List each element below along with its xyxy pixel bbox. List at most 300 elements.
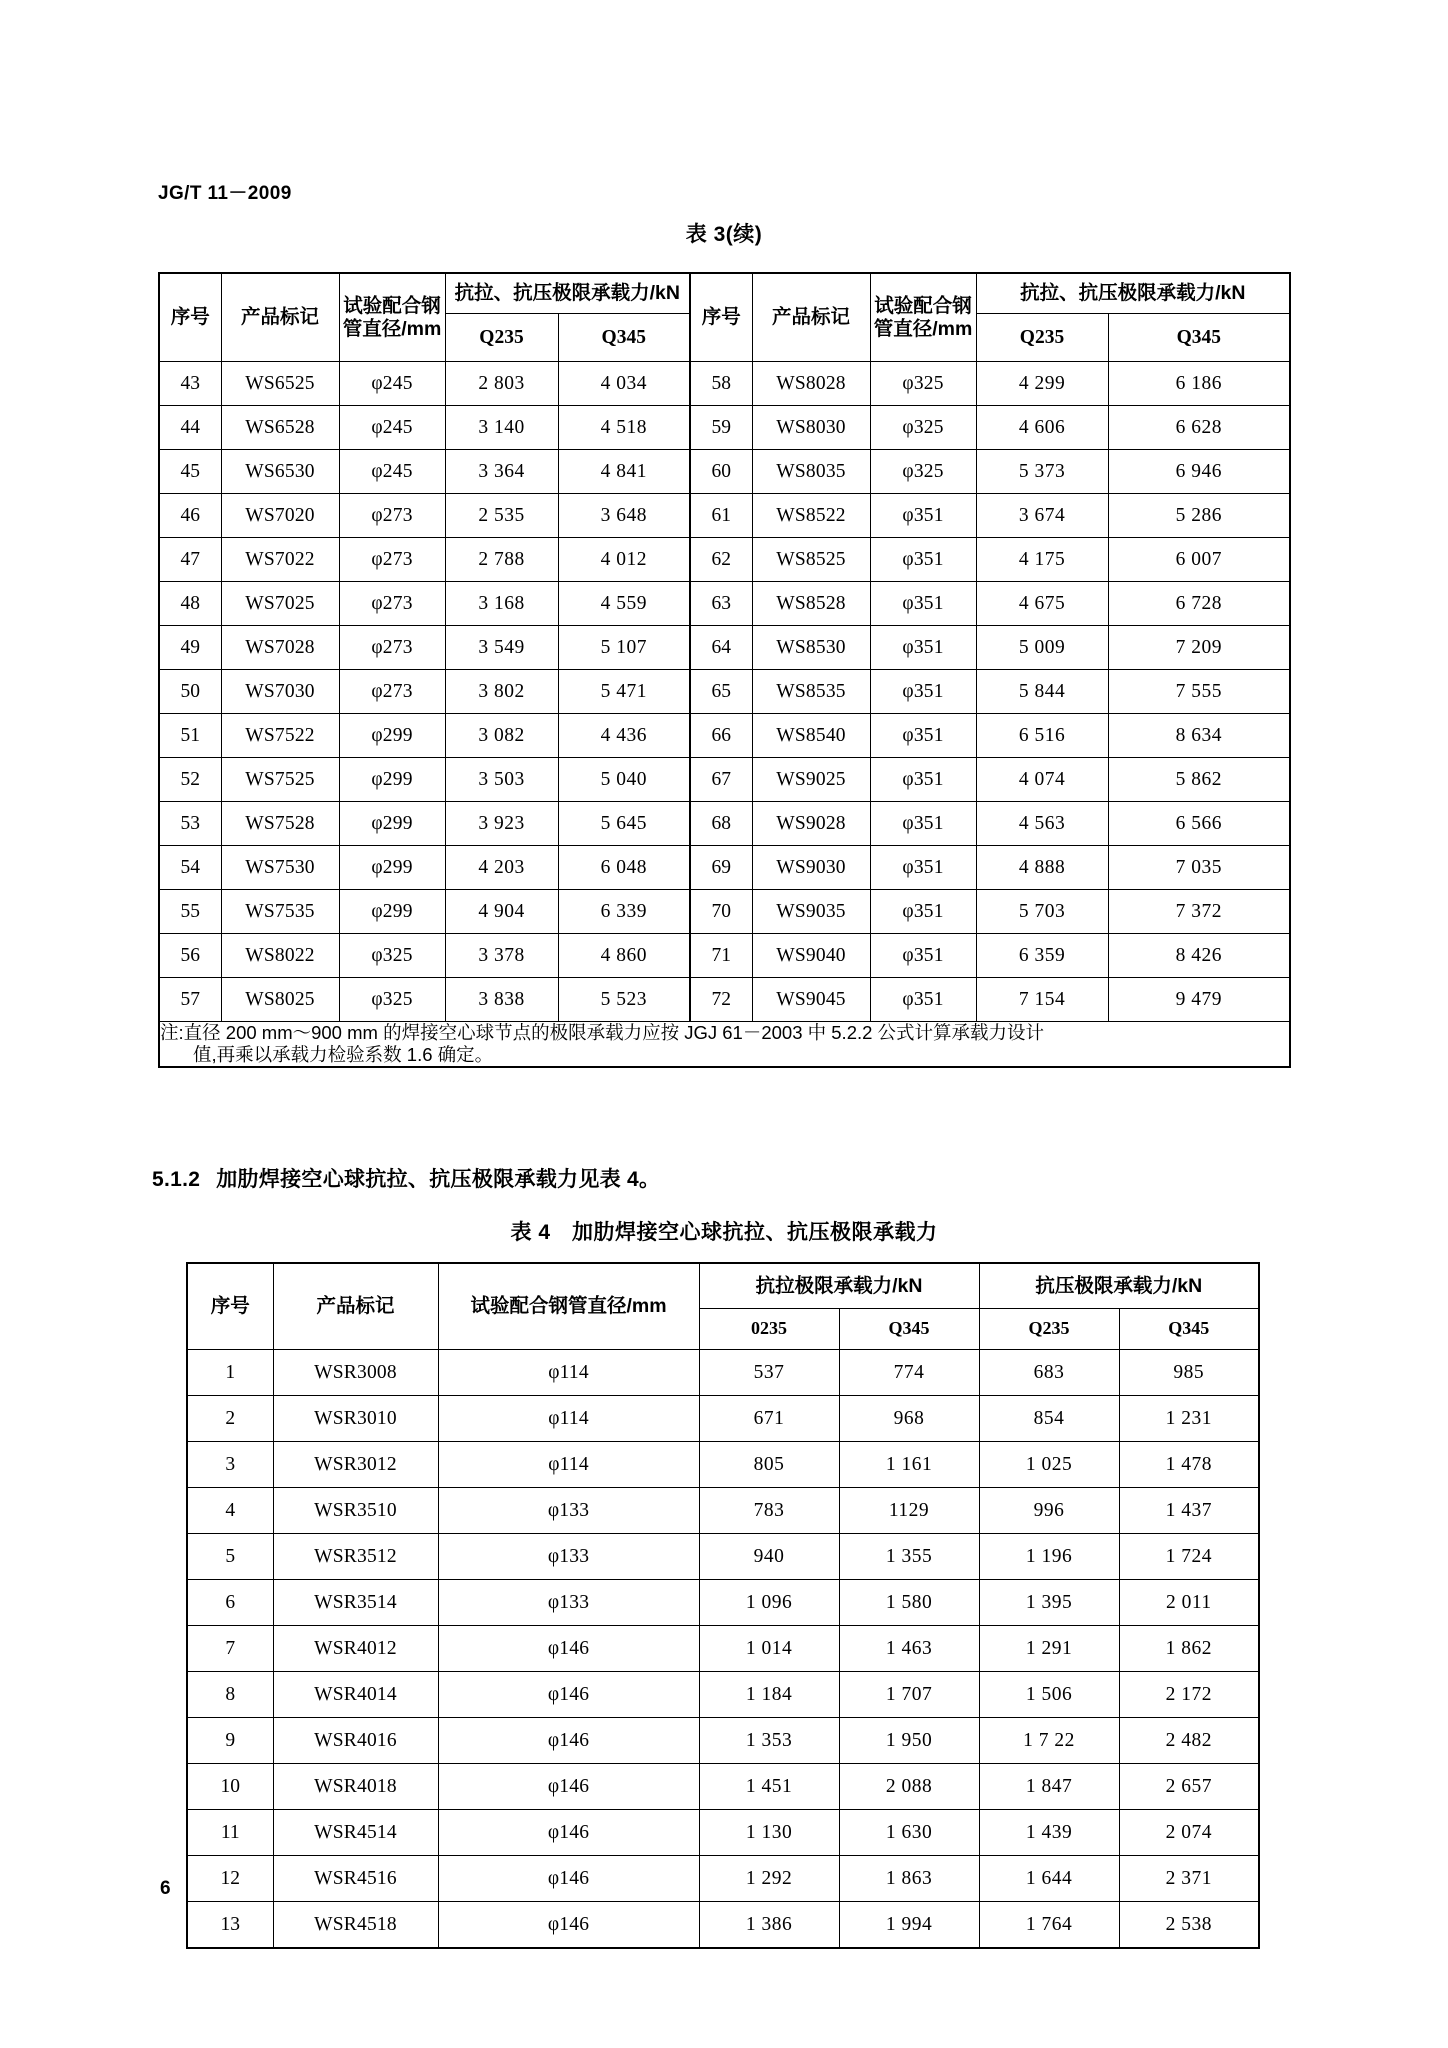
table4-cell-compression-q235: 1 196 — [979, 1534, 1119, 1580]
table4-cell-dia: φ146 — [438, 1672, 699, 1718]
table3-th-seq-left: 序号 — [159, 273, 221, 362]
table4-cell-seq: 4 — [187, 1488, 273, 1534]
table3-cell-dia-left: φ245 — [339, 362, 445, 406]
table3-th-dia-right-line1: 试验配合钢 — [874, 294, 972, 317]
table3-cell-q235-left: 3 378 — [445, 934, 558, 978]
page-folio: 6 — [160, 1878, 171, 1899]
table4-cell-tension-q235: 537 — [699, 1350, 839, 1396]
table3-cell-dia-left: φ325 — [339, 934, 445, 978]
table3-cell-product-right: WS8530 — [752, 626, 870, 670]
table3-cell-product-left: WS7022 — [221, 538, 339, 582]
table3-note-line1: 注:直径 200 mm～900 mm 的焊接空心球节点的极限承载力应按 JGJ 61－2003 中 5.2.2 公式计算承载力设计 — [160, 1022, 1045, 1043]
table4-cell-product: WSR4014 — [273, 1672, 438, 1718]
table4-cell-compression-q345: 1 231 — [1119, 1396, 1259, 1442]
table3-cell-q235-right: 5 703 — [976, 890, 1108, 934]
table3-caption: 表 3(续) — [685, 223, 763, 246]
table3-cell-product-right: WS8528 — [752, 582, 870, 626]
table4-cell-seq: 1 — [187, 1350, 273, 1396]
table3-th-group-right: 抗拉、抗压极限承载力/kN — [976, 273, 1290, 314]
table-row — [187, 1626, 1259, 1672]
table4-cell-product: WSR3012 — [273, 1442, 438, 1488]
table3-cell-q345-left: 4 034 — [558, 362, 690, 406]
table3-cell-dia-right: φ351 — [870, 934, 976, 978]
table3-cell-seq-left: 54 — [159, 846, 221, 890]
table3-th-q345-left: Q345 — [558, 314, 690, 362]
table3-cell-product-right: WS9025 — [752, 758, 870, 802]
table3-cell-seq-right: 61 — [690, 494, 752, 538]
table4-cell-product: WSR4018 — [273, 1764, 438, 1810]
table3-cell-product-right: WS9040 — [752, 934, 870, 978]
table3-cell-product-left: WS8025 — [221, 978, 339, 1022]
table4-cell-tension-q235: 1 096 — [699, 1580, 839, 1626]
table4-cell-tension-q345: 2 088 — [839, 1764, 979, 1810]
table3-cell-q345-left: 5 107 — [558, 626, 690, 670]
table-row — [159, 714, 1290, 758]
table3-cell-seq-right: 72 — [690, 978, 752, 1022]
table3-th-q235-right: Q235 — [976, 314, 1108, 362]
table4-cell-compression-q235: 1 764 — [979, 1902, 1119, 1949]
table3-cell-product-right: WS8540 — [752, 714, 870, 758]
table3-th-group-left: 抗拉、抗压极限承载力/kN — [445, 273, 690, 314]
table3-th-dia-right — [870, 273, 976, 362]
table3-cell-q235-right: 4 175 — [976, 538, 1108, 582]
table4-th-compression-group: 抗压极限承载力/kN — [979, 1263, 1259, 1309]
table4-cell-tension-q345: 1 950 — [839, 1718, 979, 1764]
table3-cell-dia-right: φ351 — [870, 978, 976, 1022]
table3-cell-q345-right: 6 007 — [1108, 538, 1290, 582]
table3-cell-dia-right: φ325 — [870, 362, 976, 406]
table-row — [159, 538, 1290, 582]
table3-cell-q235-left: 3 802 — [445, 670, 558, 714]
table3-cell-product-right: WS8535 — [752, 670, 870, 714]
table-row — [159, 362, 1290, 406]
table4-cell-seq: 7 — [187, 1626, 273, 1672]
table3-foot — [159, 1022, 1290, 1067]
table3-cell-q345-right: 7 209 — [1108, 626, 1290, 670]
table3-cell-q345-left: 5 040 — [558, 758, 690, 802]
table4-cell-compression-q235: 1 291 — [979, 1626, 1119, 1672]
table3-cell-q345-left: 5 523 — [558, 978, 690, 1022]
table4-cell-tension-q345: 1 463 — [839, 1626, 979, 1672]
table4-body — [187, 1350, 1259, 1949]
table4-cell-tension-q235: 783 — [699, 1488, 839, 1534]
table3-cell-seq-right: 64 — [690, 626, 752, 670]
table-row — [159, 494, 1290, 538]
table3-cell-dia-left: φ273 — [339, 582, 445, 626]
table3-cell-q345-right: 6 186 — [1108, 362, 1290, 406]
table3-cell-dia-right: φ351 — [870, 758, 976, 802]
table3-th-q345-right: Q345 — [1108, 314, 1290, 362]
table3-cell-seq-left: 46 — [159, 494, 221, 538]
table4-cell-compression-q345: 2 371 — [1119, 1856, 1259, 1902]
table4-th-seq: 序号 — [187, 1263, 273, 1350]
table3-cell-q345-left: 5 471 — [558, 670, 690, 714]
table4-cell-tension-q235: 1 184 — [699, 1672, 839, 1718]
table3-cell-dia-right: φ325 — [870, 406, 976, 450]
table4-cell-product: WSR3008 — [273, 1350, 438, 1396]
table3-cell-seq-right: 70 — [690, 890, 752, 934]
table3-th-product-right: 产品标记 — [752, 273, 870, 362]
table3-cell-dia-right: φ325 — [870, 450, 976, 494]
table4-cell-tension-q235: 1 386 — [699, 1902, 839, 1949]
table4-cell-seq: 11 — [187, 1810, 273, 1856]
table4-cell-dia: φ146 — [438, 1902, 699, 1949]
table3-cell-product-right: WS9045 — [752, 978, 870, 1022]
table3-cell-q235-left: 4 904 — [445, 890, 558, 934]
table3-cell-product-right: WS8525 — [752, 538, 870, 582]
table3-cell-q345-right: 6 728 — [1108, 582, 1290, 626]
table3-head — [159, 273, 1290, 362]
table-row — [187, 1580, 1259, 1626]
table4-cell-tension-q345: 1 630 — [839, 1810, 979, 1856]
table4-cell-dia: φ133 — [438, 1534, 699, 1580]
table4-caption: 表 4 加肋焊接空心球抗拉、抗压极限承载力 — [510, 1221, 938, 1244]
table-row — [159, 978, 1290, 1022]
table3-cell-seq-left: 55 — [159, 890, 221, 934]
table3-head-row-1 — [159, 273, 1290, 314]
table3-th-dia-left-line2: 管直径/mm — [342, 317, 442, 340]
table4-cell-product: WSR3514 — [273, 1580, 438, 1626]
table3-th-product-left: 产品标记 — [221, 273, 339, 362]
table4-cell-tension-q345: 1129 — [839, 1488, 979, 1534]
table4-cell-seq: 13 — [187, 1902, 273, 1949]
table4-cell-compression-q345: 2 074 — [1119, 1810, 1259, 1856]
table3-cell-q235-left: 3 549 — [445, 626, 558, 670]
table4-cell-dia: φ146 — [438, 1810, 699, 1856]
table3-th-dia-left — [339, 273, 445, 362]
table4-cell-tension-q345: 1 355 — [839, 1534, 979, 1580]
table4-cell-seq: 10 — [187, 1764, 273, 1810]
table4-th-product: 产品标记 — [273, 1263, 438, 1350]
table4-cell-seq: 12 — [187, 1856, 273, 1902]
table-row — [187, 1764, 1259, 1810]
table3-cell-q235-left: 3 168 — [445, 582, 558, 626]
table3-cell-q345-right: 9 479 — [1108, 978, 1290, 1022]
table3-cell-q235-left: 3 923 — [445, 802, 558, 846]
table3-cell-q345-right: 5 286 — [1108, 494, 1290, 538]
table3-cell-q235-right: 5 009 — [976, 626, 1108, 670]
table3-cell-q345-left: 4 559 — [558, 582, 690, 626]
table4-cell-compression-q235: 1 025 — [979, 1442, 1119, 1488]
table3-cell-dia-left: φ325 — [339, 978, 445, 1022]
table-row — [187, 1442, 1259, 1488]
table3-cell-q235-left: 4 203 — [445, 846, 558, 890]
table3-cell-seq-left: 56 — [159, 934, 221, 978]
table3-cell-seq-right: 69 — [690, 846, 752, 890]
table3-cell-q345-left: 4 518 — [558, 406, 690, 450]
table3-cell-product-right: WS8035 — [752, 450, 870, 494]
table-row — [159, 582, 1290, 626]
table4-cell-compression-q235: 1 7 22 — [979, 1718, 1119, 1764]
table-row — [187, 1902, 1259, 1949]
table3-cell-q235-left: 3 364 — [445, 450, 558, 494]
table4 — [186, 1262, 1260, 1949]
table3-cell-q235-left: 3 082 — [445, 714, 558, 758]
table4-th-dia: 试验配合钢管直径/mm — [438, 1263, 699, 1350]
table-row — [159, 846, 1290, 890]
table3-cell-seq-left: 52 — [159, 758, 221, 802]
table-row — [187, 1718, 1259, 1764]
table3-cell-dia-right: φ351 — [870, 538, 976, 582]
table3-cell-q345-left: 6 339 — [558, 890, 690, 934]
table3-cell-dia-right: φ351 — [870, 890, 976, 934]
table-row — [187, 1488, 1259, 1534]
table4-th-tension-q235: 0235 — [699, 1309, 839, 1350]
table-row — [159, 890, 1290, 934]
table3-cell-seq-right: 68 — [690, 802, 752, 846]
table4-cell-compression-q345: 1 724 — [1119, 1534, 1259, 1580]
table3-cell-seq-left: 43 — [159, 362, 221, 406]
table3-cell-seq-right: 60 — [690, 450, 752, 494]
table3-cell-dia-left: φ299 — [339, 714, 445, 758]
clause-5-1-2 — [152, 1163, 660, 1193]
table-row — [187, 1810, 1259, 1856]
table4-cell-compression-q345: 2 538 — [1119, 1902, 1259, 1949]
table3-cell-q345-left: 3 648 — [558, 494, 690, 538]
table3-cell-q345-right: 6 566 — [1108, 802, 1290, 846]
table4-cell-product: WSR3512 — [273, 1534, 438, 1580]
table4-cell-tension-q235: 1 130 — [699, 1810, 839, 1856]
table4-cell-compression-q235: 1 439 — [979, 1810, 1119, 1856]
table3-cell-q345-left: 6 048 — [558, 846, 690, 890]
table3-cell-q345-right: 8 634 — [1108, 714, 1290, 758]
table3-cell-q235-right: 4 675 — [976, 582, 1108, 626]
table4-cell-tension-q345: 1 707 — [839, 1672, 979, 1718]
table3-note-row — [159, 1022, 1290, 1067]
table3-cell-seq-right: 62 — [690, 538, 752, 582]
table3-cell-product-left: WS7525 — [221, 758, 339, 802]
clause-text: 加肋焊接空心球抗拉、抗压极限承载力见表 4。 — [216, 1168, 661, 1191]
table3-th-seq-right: 序号 — [690, 273, 752, 362]
table-row — [159, 450, 1290, 494]
table3-cell-q235-right: 6 359 — [976, 934, 1108, 978]
table-row — [159, 934, 1290, 978]
table3-cell-product-left: WS7020 — [221, 494, 339, 538]
table3-cell-q235-right: 6 516 — [976, 714, 1108, 758]
table4-cell-product: WSR4518 — [273, 1902, 438, 1949]
table4-head-row-1 — [187, 1263, 1259, 1309]
table3-cell-dia-left: φ273 — [339, 494, 445, 538]
table4-cell-tension-q235: 1 451 — [699, 1764, 839, 1810]
table3-cell-q345-right: 5 862 — [1108, 758, 1290, 802]
table3-cell-dia-right: φ351 — [870, 494, 976, 538]
table3-cell-product-left: WS6525 — [221, 362, 339, 406]
table4-cell-compression-q345: 2 657 — [1119, 1764, 1259, 1810]
table4-th-tension-group: 抗拉极限承载力/kN — [699, 1263, 979, 1309]
table4-cell-seq: 3 — [187, 1442, 273, 1488]
table4-th-compression-q345: Q345 — [1119, 1309, 1259, 1350]
table3-th-dia-left-line1: 试验配合钢 — [343, 294, 441, 317]
table3-cell-product-right: WS8522 — [752, 494, 870, 538]
table4-cell-compression-q235: 854 — [979, 1396, 1119, 1442]
table4-cell-compression-q235: 996 — [979, 1488, 1119, 1534]
table3-cell-dia-left: φ299 — [339, 758, 445, 802]
table4-cell-product: WSR3010 — [273, 1396, 438, 1442]
table3-cell-q235-right: 4 888 — [976, 846, 1108, 890]
table3-cell-q235-left: 2 788 — [445, 538, 558, 582]
table4-cell-seq: 9 — [187, 1718, 273, 1764]
table4-cell-dia: φ114 — [438, 1396, 699, 1442]
table4-cell-compression-q345: 2 011 — [1119, 1580, 1259, 1626]
table3-cell-q345-left: 4 860 — [558, 934, 690, 978]
table3-cell-seq-right: 71 — [690, 934, 752, 978]
running-head: JG/T 11－2009 — [158, 183, 292, 204]
table4-cell-compression-q345: 1 478 — [1119, 1442, 1259, 1488]
table3-cell-q345-right: 7 035 — [1108, 846, 1290, 890]
table3-cell-product-left: WS6530 — [221, 450, 339, 494]
table4-cell-compression-q345: 1 862 — [1119, 1626, 1259, 1672]
table3-cell-product-right: WS8030 — [752, 406, 870, 450]
table3-cell-q345-left: 4 841 — [558, 450, 690, 494]
table3-cell-product-right: WS9035 — [752, 890, 870, 934]
table3-cell-q235-right: 7 154 — [976, 978, 1108, 1022]
table4-cell-tension-q345: 1 161 — [839, 1442, 979, 1488]
table3-cell-q235-right: 4 606 — [976, 406, 1108, 450]
table4-cell-product: WSR4514 — [273, 1810, 438, 1856]
clause-number: 5.1.2 — [152, 1168, 201, 1191]
table4-cell-product: WSR3510 — [273, 1488, 438, 1534]
table3-cell-seq-left: 50 — [159, 670, 221, 714]
table3-cell-q235-right: 4 074 — [976, 758, 1108, 802]
table3-container — [158, 272, 1289, 1068]
table3-note — [159, 1022, 1290, 1067]
table4-cell-dia: φ146 — [438, 1856, 699, 1902]
table3-cell-dia-right: φ351 — [870, 802, 976, 846]
table3-cell-q235-right: 4 563 — [976, 802, 1108, 846]
table3-cell-dia-left: φ273 — [339, 670, 445, 714]
table3-th-q235-left: Q235 — [445, 314, 558, 362]
table3-cell-dia-right: φ351 — [870, 582, 976, 626]
table3-cell-q235-right: 3 674 — [976, 494, 1108, 538]
table4-cell-product: WSR4012 — [273, 1626, 438, 1672]
table4-cell-dia: φ146 — [438, 1626, 699, 1672]
table3-cell-seq-left: 53 — [159, 802, 221, 846]
table3-cell-q235-left: 2 535 — [445, 494, 558, 538]
table-row — [159, 802, 1290, 846]
table4-cell-tension-q235: 1 014 — [699, 1626, 839, 1672]
table-row — [159, 670, 1290, 714]
table3-cell-q235-left: 2 803 — [445, 362, 558, 406]
table3-cell-dia-right: φ351 — [870, 846, 976, 890]
table3-cell-seq-left: 57 — [159, 978, 221, 1022]
table4-cell-dia: φ146 — [438, 1718, 699, 1764]
table4-cell-seq: 8 — [187, 1672, 273, 1718]
table3-cell-q345-left: 4 012 — [558, 538, 690, 582]
table3-body — [159, 362, 1290, 1022]
table3-cell-q235-left: 3 503 — [445, 758, 558, 802]
table3-cell-seq-right: 65 — [690, 670, 752, 714]
table3-cell-dia-left: φ245 — [339, 406, 445, 450]
table3-cell-q345-right: 6 628 — [1108, 406, 1290, 450]
table4-cell-compression-q345: 1 437 — [1119, 1488, 1259, 1534]
table4-cell-compression-q235: 1 395 — [979, 1580, 1119, 1626]
table3-cell-product-left: WS7025 — [221, 582, 339, 626]
table3-cell-q345-right: 8 426 — [1108, 934, 1290, 978]
table3-cell-product-left: WS7528 — [221, 802, 339, 846]
table3-cell-q345-left: 5 645 — [558, 802, 690, 846]
table3-cell-q235-right: 5 844 — [976, 670, 1108, 714]
table4-cell-tension-q235: 805 — [699, 1442, 839, 1488]
table3-cell-product-left: WS7522 — [221, 714, 339, 758]
table3-cell-dia-left: φ299 — [339, 890, 445, 934]
table3 — [158, 272, 1291, 1068]
table3-th-dia-right-line2: 管直径/mm — [873, 317, 973, 340]
table-row — [187, 1350, 1259, 1396]
table3-cell-dia-left: φ299 — [339, 802, 445, 846]
table3-cell-dia-left: φ273 — [339, 626, 445, 670]
table3-cell-product-left: WS6528 — [221, 406, 339, 450]
table4-cell-seq: 5 — [187, 1534, 273, 1580]
table3-cell-seq-left: 44 — [159, 406, 221, 450]
table3-cell-product-right: WS9028 — [752, 802, 870, 846]
table3-cell-dia-right: φ351 — [870, 714, 976, 758]
table4-cell-compression-q345: 2 172 — [1119, 1672, 1259, 1718]
table3-cell-dia-right: φ351 — [870, 626, 976, 670]
table4-cell-compression-q235: 683 — [979, 1350, 1119, 1396]
table4-cell-dia: φ114 — [438, 1442, 699, 1488]
table4-container — [186, 1262, 1258, 1949]
table3-cell-q345-left: 4 436 — [558, 714, 690, 758]
table4-cell-dia: φ146 — [438, 1764, 699, 1810]
table3-cell-dia-left: φ299 — [339, 846, 445, 890]
table-row — [159, 406, 1290, 450]
table3-note-line2: 值,再乘以承载力检验系数 1.6 确定。 — [193, 1043, 494, 1065]
table4-cell-product: WSR4516 — [273, 1856, 438, 1902]
table-row — [187, 1534, 1259, 1580]
table4-cell-tension-q235: 1 353 — [699, 1718, 839, 1764]
table3-cell-seq-right: 63 — [690, 582, 752, 626]
table3-cell-q235-left: 3 838 — [445, 978, 558, 1022]
table3-cell-seq-left: 49 — [159, 626, 221, 670]
table3-cell-seq-right: 67 — [690, 758, 752, 802]
table4-th-tension-q345: Q345 — [839, 1309, 979, 1350]
table4-cell-compression-q345: 985 — [1119, 1350, 1259, 1396]
table3-cell-product-right: WS9030 — [752, 846, 870, 890]
table4-cell-tension-q345: 968 — [839, 1396, 979, 1442]
table-row — [187, 1856, 1259, 1902]
table3-cell-q345-right: 7 555 — [1108, 670, 1290, 714]
table4-cell-tension-q235: 940 — [699, 1534, 839, 1580]
table4-cell-compression-q235: 1 847 — [979, 1764, 1119, 1810]
table4-cell-tension-q235: 671 — [699, 1396, 839, 1442]
table-row — [187, 1396, 1259, 1442]
table4-head — [187, 1263, 1259, 1350]
table3-cell-seq-left: 47 — [159, 538, 221, 582]
table3-cell-q345-right: 7 372 — [1108, 890, 1290, 934]
table4-cell-dia: φ133 — [438, 1580, 699, 1626]
table4-cell-seq: 2 — [187, 1396, 273, 1442]
table3-cell-q235-left: 3 140 — [445, 406, 558, 450]
table3-cell-q235-right: 4 299 — [976, 362, 1108, 406]
table3-cell-seq-right: 59 — [690, 406, 752, 450]
table3-cell-product-right: WS8028 — [752, 362, 870, 406]
table3-cell-seq-right: 66 — [690, 714, 752, 758]
table3-cell-product-left: WS7530 — [221, 846, 339, 890]
table4-th-compression-q235: Q235 — [979, 1309, 1119, 1350]
table4-cell-tension-q235: 1 292 — [699, 1856, 839, 1902]
table3-cell-dia-right: φ351 — [870, 670, 976, 714]
table-row — [159, 626, 1290, 670]
table4-cell-tension-q345: 1 994 — [839, 1902, 979, 1949]
table4-cell-product: WSR4016 — [273, 1718, 438, 1764]
table3-cell-seq-right: 58 — [690, 362, 752, 406]
table3-cell-product-left: WS7535 — [221, 890, 339, 934]
table3-cell-q345-right: 6 946 — [1108, 450, 1290, 494]
table4-cell-tension-q345: 774 — [839, 1350, 979, 1396]
table3-cell-dia-left: φ273 — [339, 538, 445, 582]
table4-cell-compression-q235: 1 506 — [979, 1672, 1119, 1718]
table3-cell-dia-left: φ245 — [339, 450, 445, 494]
